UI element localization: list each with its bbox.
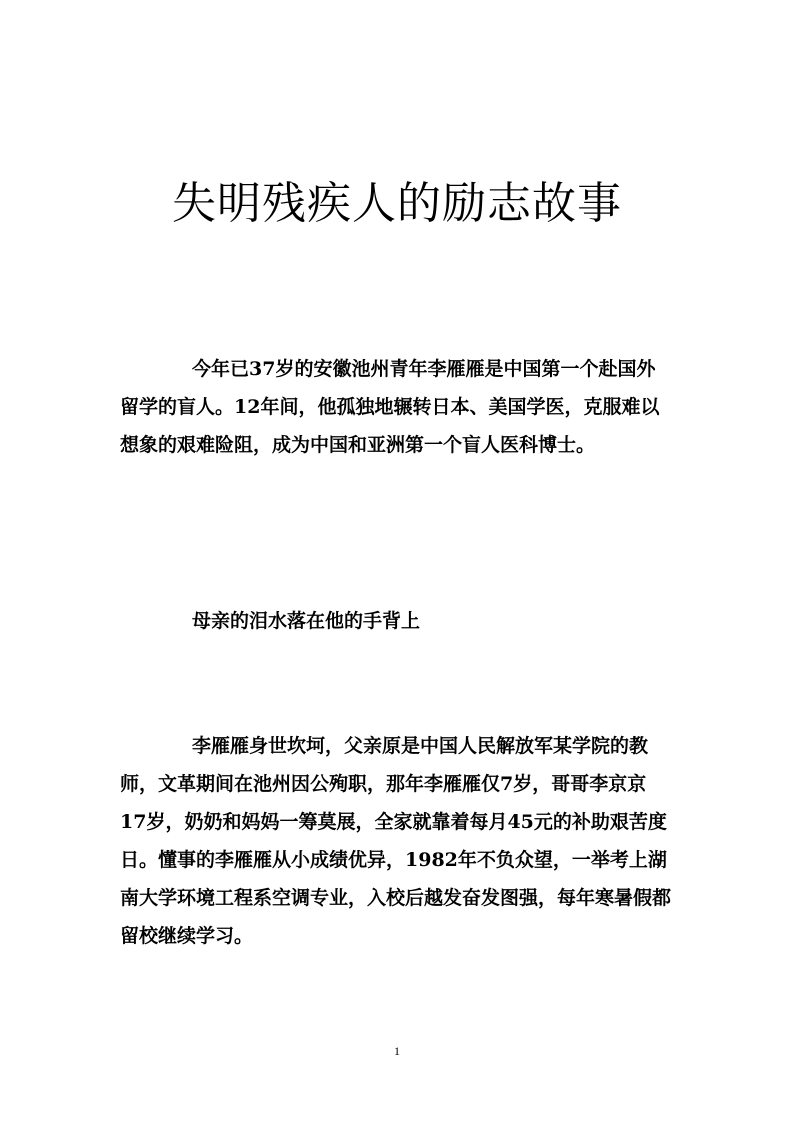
- document-title: 失明残疾人的励志故事: [172, 178, 622, 230]
- page-number: 1: [394, 1044, 400, 1058]
- section-heading: 母亲的泪水落在他的手背上: [192, 610, 421, 632]
- body-paragraph: 李雁雁身世坎坷，父亲原是中国人民解放军某学院的教师，文革期间在池州因公殉职，那年李雁雁仅7岁，哥哥李京京17岁，奶奶和妈妈一筹莫展，全家就靠着每月45元的补助艰苦度日。懂事的李雁雁从小成绩优异，1982年不负众望，一举考上湖南大学环境工程系空调专业，入校后越发奋发图强，每年寒暑假都留校继续学习。: [120, 735, 672, 947]
- intro-paragraph: 今年已37岁的安徽池州青年李雁雁是中国第一个赴国外留学的盲人。12年间，他孤独地辗转日本、美国学医，克服难以想象的艰难险阻，成为中国和亚洲第一个盲人医科博士。: [120, 358, 660, 456]
